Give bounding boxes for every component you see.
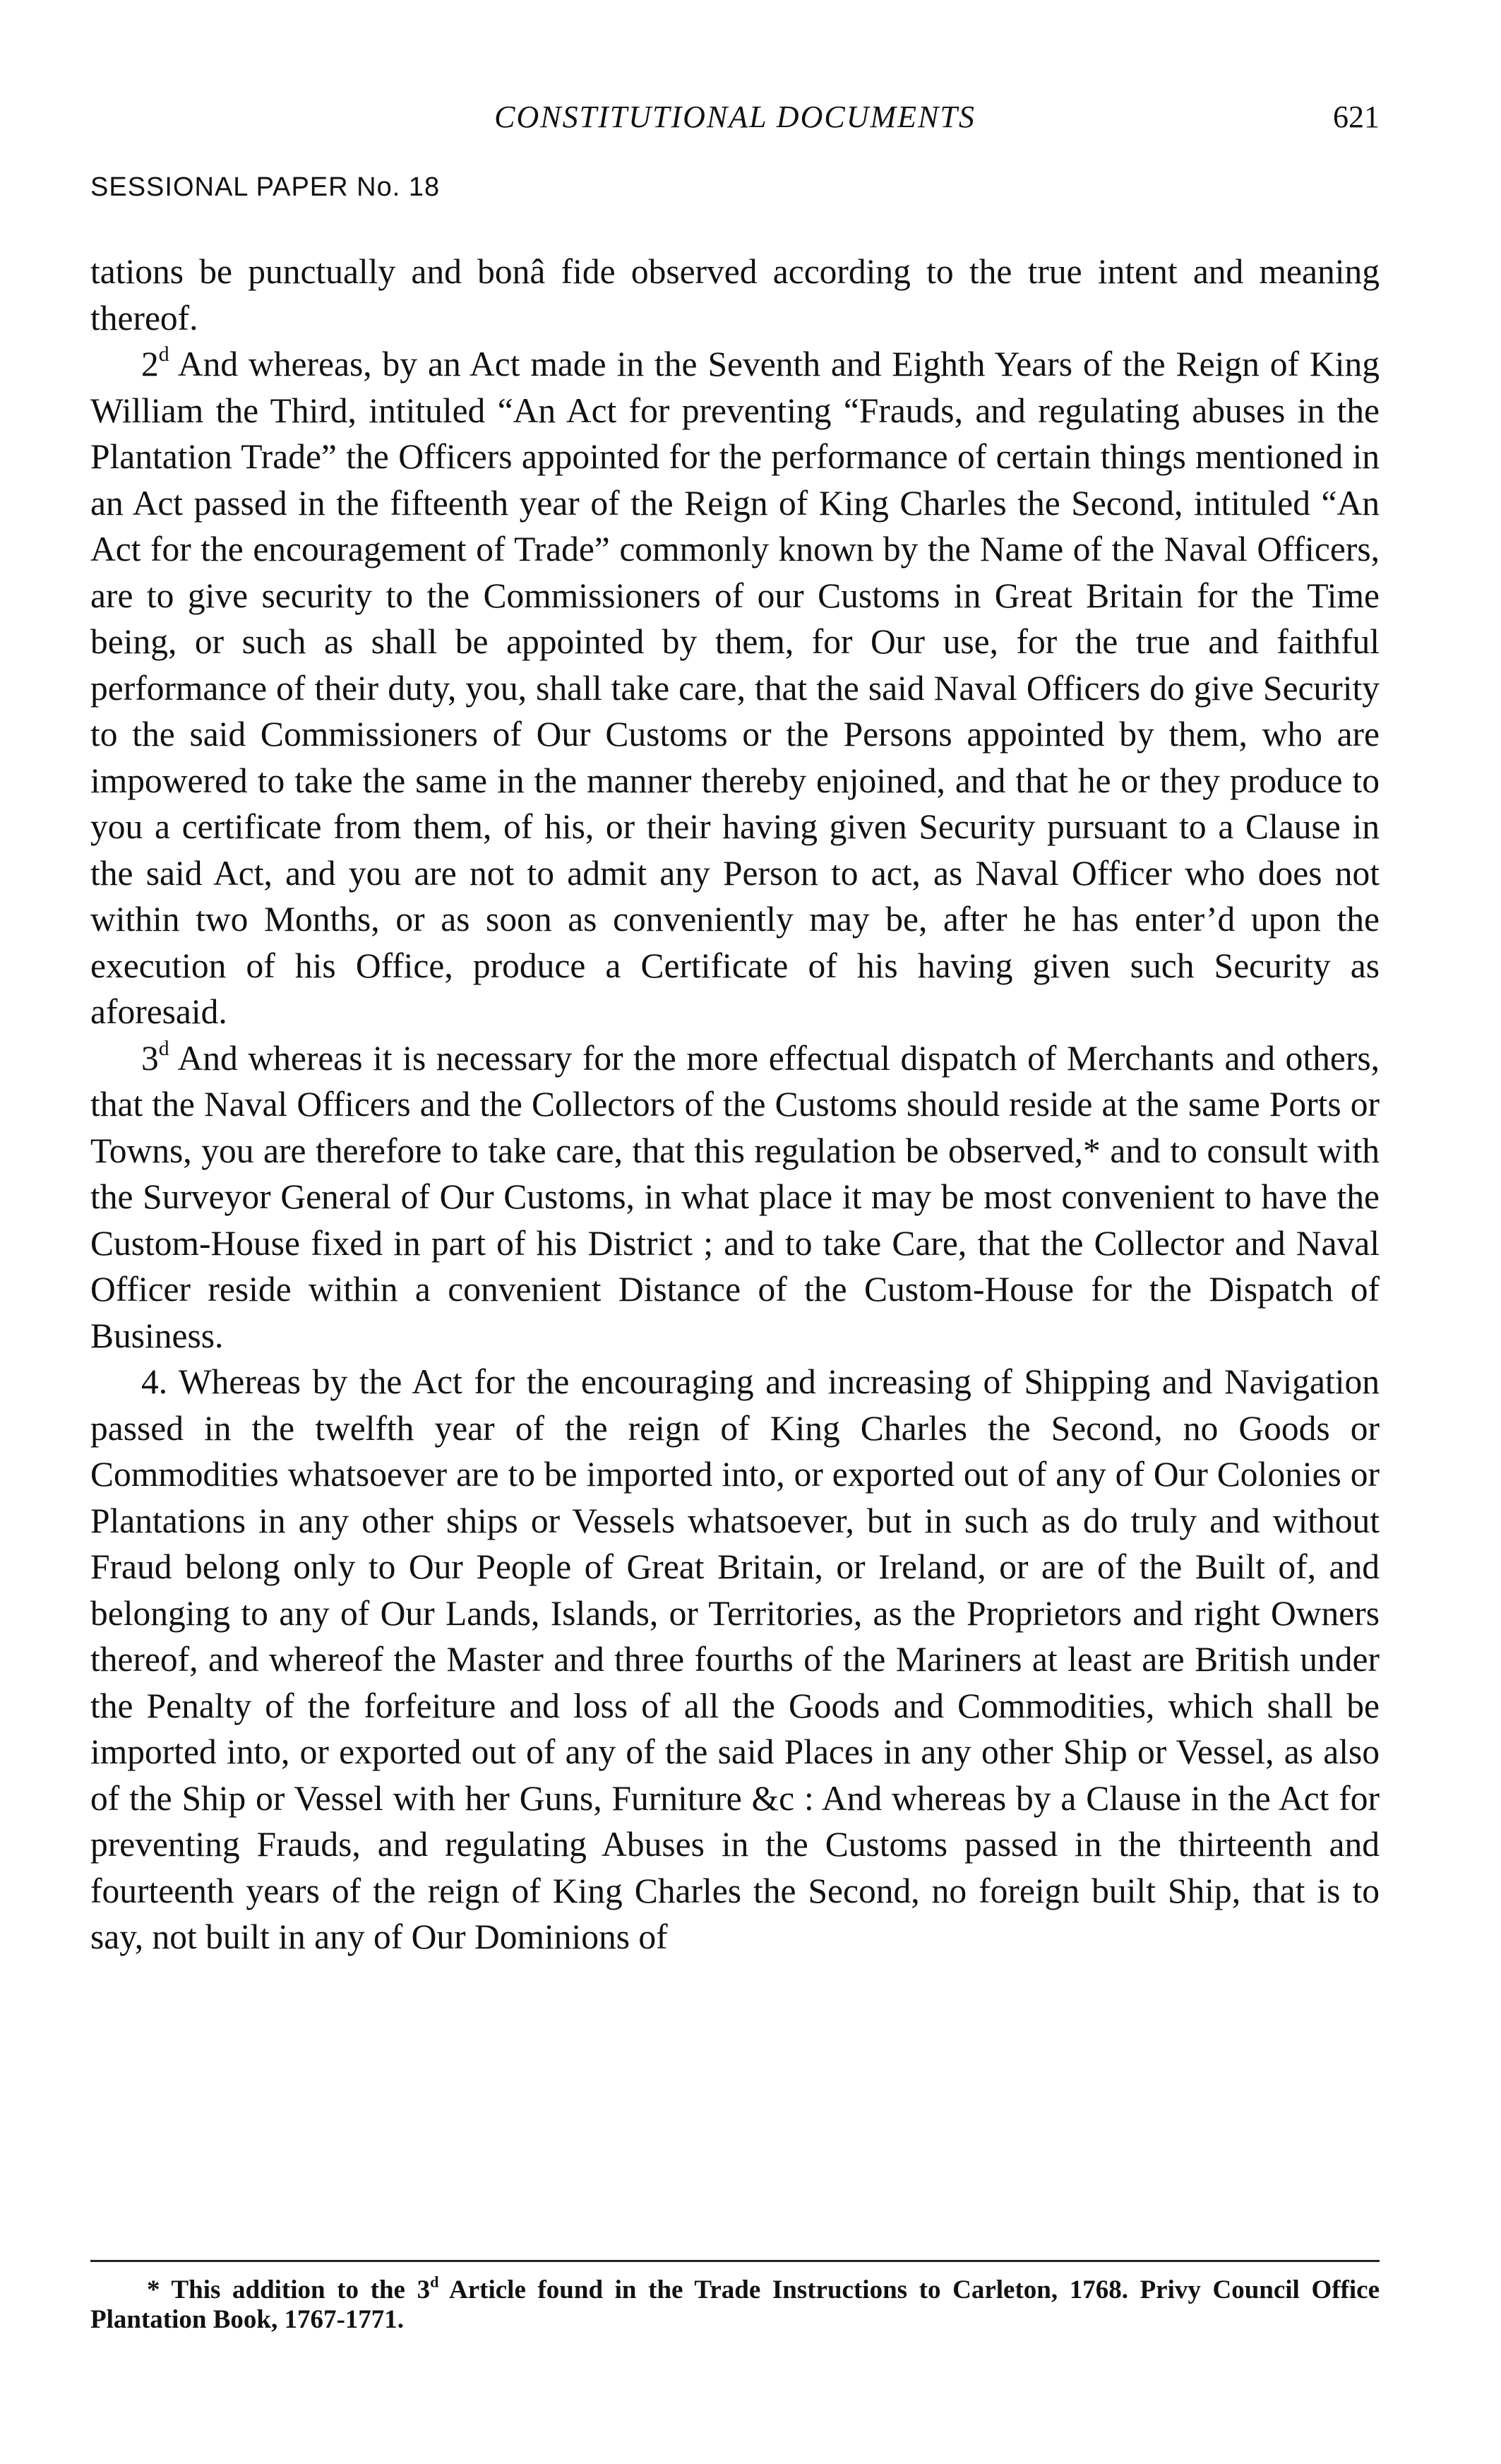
document-page — [90, 0, 1380, 2464]
page-number: 621 — [1333, 100, 1380, 134]
article-ordinal-suffix: d — [158, 343, 169, 367]
article-number: 2 — [141, 345, 159, 383]
article-ordinal-suffix: d — [158, 1037, 169, 1060]
paragraph-text: And whereas, by an Act made in the Seventh and Eighth Years of the Reign of King William the Third, intituled “An Act for preventing “Frauds, and regulating abuses in the Plantation Trade” the Officers appointed for the performance of certain things mentioned in an Act passed in the fifteenth year of the Reign of King Charles the Second, intituled “An Act for the encouragement of Trade” commonly known by the Name of the Naval Officers, are to give security to the Commissioners of our Customs in Great Britain for the Time being, or such as shall be appointed by them, for Our use, for the true and faithful performance of their duty, you, shall take care, that the said Naval Officers do give Security to the said Commissioners of Our Customs or the Persons appointed by them, who are impowered to take the same in the manner thereby enjoined, and that he or they produce to you a certificate from them, of his, or their having given Security pursuant to a Clause in the said Act, and you are not to admit any Person to act, as Naval Officer who does not within two Months, or as soon as conveniently may be, after he has enter’d upon the execution of his Office, produce a Certificate of his having given such Security as aforesaid. — [90, 345, 1380, 1031]
running-title: CONSTITUTIONAL DOCUMENTS — [494, 100, 976, 134]
paragraph-continuation: tations be punctually and bonâ fide observed according to the true intent and meaning thereof. — [90, 252, 1380, 338]
footnote-rule — [90, 2260, 1380, 2262]
footnote-text-start: * This addition to the 3 — [147, 2275, 431, 2304]
paragraph-text: And whereas it is necessary for the more effectual dispatch of Merchants and others, that the Naval Officers and the Collectors of the Customs should reside at the same Ports or Towns, you are therefore to take care, that this regulation be observed,* and to consult with the Surveyor General of Our Customs, in what place it may be most convenient to have the Custom-House fixed in part of his District ; and to take Care, that the Collector and Naval Officer reside within a convenient Distance of the Custom-House for the Dispatch of Business. — [90, 1038, 1380, 1355]
paragraph-article-4: 4. Whereas by the Act for the encouraging and increasing of Shipping and Navigation passed in the twelfth year of the reign of King Charles the Second, no Goods or Commodities whatsoever are to be imported into, or exported out of any of Our Colonies or Plantations in any other ships or Vessels whatsoever, but in such as do truly and without Fraud belong only to Our People of Great Britain, or Ireland, or are of the Built of, and belonging to any of Our Lands, Islands, or Territories, as the Proprietors and right Owners thereof, and whereof the Master and three fourths of the Mariners at least are British under the Penalty of the forfeiture and loss of all the Goods and Commodities, which shall be imported into, or exported out of any of the said Places in any other Ship or Vessel, as also of the Ship or Vessel with her Guns, Furniture &c : And whereas by a Clause in the Act for preventing Frauds, and regulating Abuses in the Customs passed in the thirteenth and fourteenth years of the reign of King Charles the Second, no foreign built Ship, that is to say, not built in any of Our Dominions of — [90, 1362, 1380, 1956]
footnote — [90, 2275, 1380, 2335]
article-number: 3 — [141, 1038, 159, 1078]
sessional-paper-label: SESSIONAL PAPER No. 18 — [90, 172, 441, 202]
running-head — [90, 99, 1380, 141]
footnote-ordinal-suffix: d — [430, 2273, 439, 2291]
paragraph-article-3 — [90, 1035, 1380, 1359]
footnote-text — [90, 2275, 1380, 2335]
footnote-text-end: Article found in the Trade Instructions to Carleton, 1768. Privy Council Office Plantation Book, 1767-1771. — [90, 2275, 1380, 2334]
paragraph-article-2 — [90, 341, 1380, 1035]
body-text — [90, 249, 1380, 1960]
